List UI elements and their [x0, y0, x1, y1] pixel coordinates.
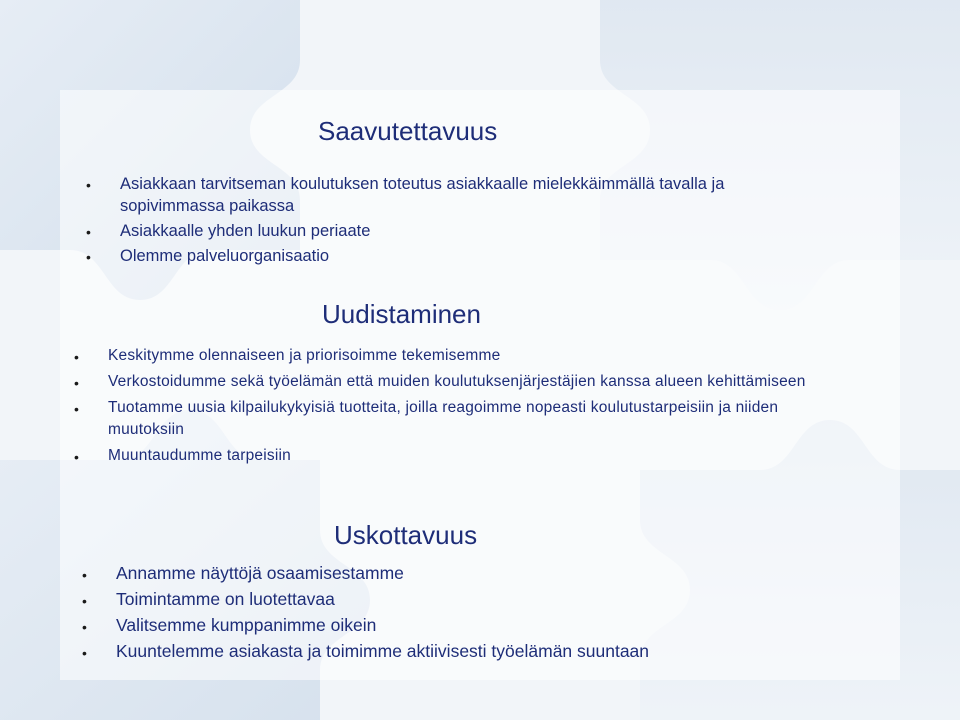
- bullet-icon: •: [82, 567, 87, 583]
- heading-uudistaminen: Uudistaminen: [322, 299, 481, 329]
- uudistaminen-list: [74, 345, 834, 471]
- bullet-icon: •: [74, 349, 80, 365]
- bullet-icon: •: [86, 224, 91, 240]
- bullet-icon: •: [82, 619, 87, 635]
- list-item: • Asiakkaan tarvitseman koulutuksen toteutus asiakkaalle mielekkäimmällä tavalla ja sopivimmassa paikassa: [86, 175, 725, 215]
- list-item: • Annamme näyttöjä osaamisestamme: [82, 560, 842, 586]
- bullet-icon: •: [82, 593, 87, 609]
- bullet-icon: •: [86, 249, 91, 265]
- saavutettavuus-list: [86, 173, 806, 270]
- uskottavuus-list: [82, 560, 842, 664]
- list-item: • Muuntaudumme tarpeisiin: [74, 445, 834, 467]
- bullet-icon: •: [74, 375, 80, 391]
- list-item: • Toimintamme on luotettavaa: [82, 586, 842, 612]
- list-item: • Tuotamme uusia kilpailukykyisiä tuotteita, joilla reagoimme nopeasti koulutustarpeisiin ja niiden muutoksiin: [74, 399, 779, 438]
- heading-saavutettavuus: Saavutettavuus: [318, 116, 498, 146]
- list-item: • Asiakkaalle yhden luukun periaate: [86, 220, 806, 242]
- list-item: • Verkostoidumme sekä työelämän että muiden koulutuksenjärjestäjien kanssa alueen kehittämiseen: [74, 371, 834, 393]
- list-item: • Valitsemme kumppanimme oikein: [82, 612, 842, 638]
- bullet-icon: •: [82, 645, 87, 661]
- bullet-icon: •: [74, 449, 80, 465]
- bullet-icon: •: [86, 177, 91, 193]
- list-item: • Kuuntelemme asiakasta ja toimimme aktiivisesti työelämän suuntaan: [82, 638, 842, 664]
- list-item: • Keskitymme olennaiseen ja priorisoimme tekemisemme: [74, 345, 834, 367]
- list-item: • Olemme palveluorganisaatio: [86, 245, 806, 267]
- bullet-icon: •: [74, 401, 80, 417]
- heading-uskottavuus: Uskottavuus: [334, 520, 478, 550]
